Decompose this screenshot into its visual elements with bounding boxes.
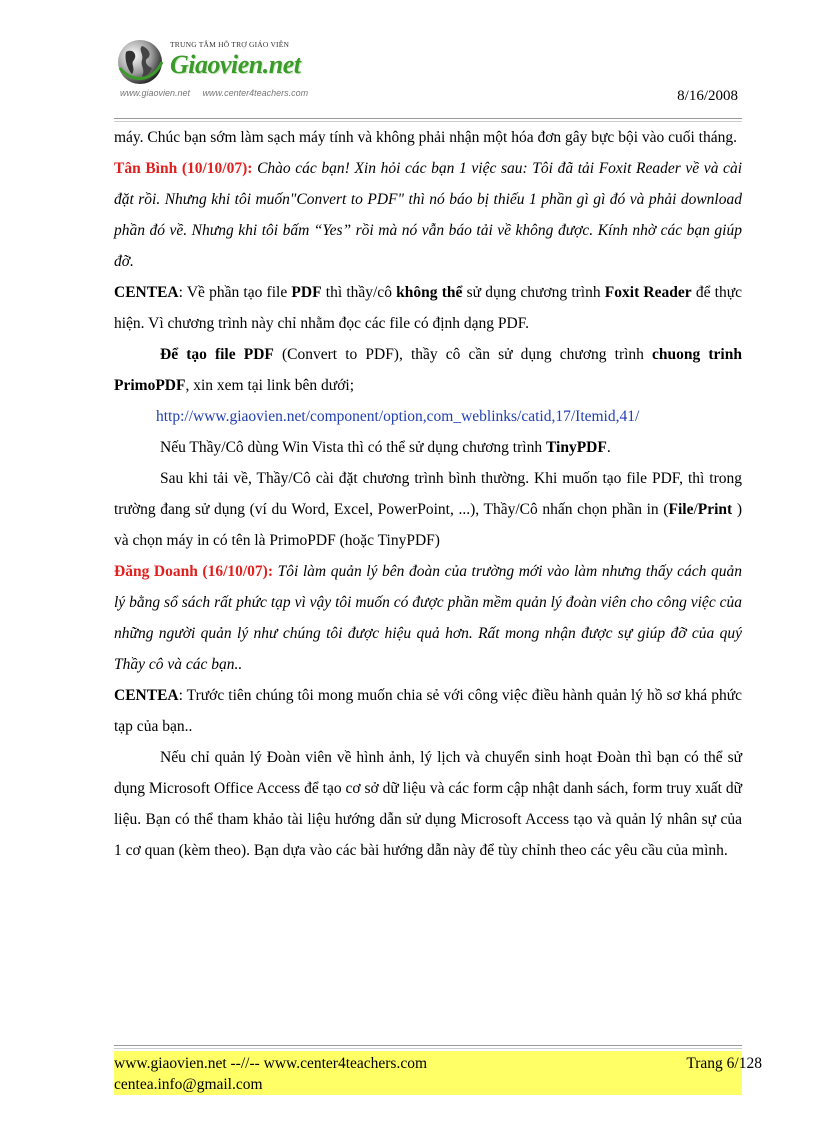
page-body [114, 122, 742, 866]
globe-icon [116, 38, 164, 86]
logo-url-giaovien: www.giaovien.net [120, 88, 191, 98]
bold-term: PDF [291, 284, 322, 301]
answer-text: . [606, 439, 611, 456]
answer-share [114, 680, 742, 742]
answer-text: Nếu Thầy/Cô dùng Win Vista thì có thể sử dụng chương trình [160, 439, 546, 456]
bold-term: File [668, 501, 694, 518]
bold-term: Để tạo file PDF [160, 346, 274, 363]
answer-author: CENTEA [114, 284, 179, 301]
question-author: Tân Bình (10/10/07): [114, 160, 253, 177]
answer-foxit [114, 277, 742, 339]
answer-text: sử dụng chương trình [462, 284, 605, 301]
answer-tinypdf [114, 432, 742, 463]
footer-divider [114, 1045, 742, 1046]
answer-text: : Trước tiên chúng tôi mong muốn chia sẻ với công việc điều hành quản lý hồ sơ khá phức tạp của bạn.. [114, 687, 742, 735]
answer-install-steps [114, 463, 742, 556]
answer-text: , xin xem tại link bên dưới; [185, 377, 355, 394]
page-header [114, 34, 742, 114]
bold-term: TinyPDF [545, 439, 607, 456]
header-divider [114, 118, 742, 119]
bold-term: không thể [396, 284, 463, 301]
answer-access: Nếu chỉ quản lý Đoàn viên về hình ảnh, lý lịch và chuyển sinh hoạt Đoàn thì bạn có thể sử dụng Microsoft Office Access để tạo cơ sở dữ liệu và các form cập nhật danh sách, form truy xuất dữ liệu. Bạn có thể tham khảo tài liệu hướng dẫn sử dụng Microsoft Access tạo và quản lý nhân sự của 1 cơ quan (kèm theo). Bạn dựa vào các bài hướng dẫn này để tùy chỉnh theo các yêu cầu của mình. [114, 749, 742, 859]
logo-brand-text: Giaovien.net [170, 50, 301, 79]
page-footer [114, 1051, 762, 1095]
bold-term: Print [697, 501, 733, 518]
answer-text: Sau khi tải về, Thầy/Cô cài đặt chương trình bình thường. Khi muốn tạo file PDF, thì trong trường đang sử dụng (ví du Word, Excel, PowerPoint, ...), Thầy/Cô nhấn chọn phần in ( [114, 470, 742, 518]
footer-email[interactable]: centea.info@gmail.com [114, 1076, 263, 1093]
question-text: Chào các bạn! Xin hỏi các bạn 1 việc sau: Tôi đã tải Foxit Reader về và cài đặt rồi. Nhưng khi tôi muốn"Convert to PDF" thì nó báo bị thiếu 1 phần gì gì đó và phải download phần đó về. Nhưng khi tôi bấm “Yes” rồi mà nó vẫn báo tải về không được. Kính nhờ các bạn giúp đỡ. [114, 160, 742, 270]
logo-tagline: TRUNG TÂM HỖ TRỢ GIÁO VIÊN [170, 40, 290, 49]
paragraph-continuation: máy. Chúc bạn sớm làm sạch máy tính và không phải nhận một hóa đơn gây bực bội vào cuối tháng. [114, 129, 737, 146]
question-text: Tôi làm quản lý bên đoàn của trường mới vào làm nhưng thấy cách quản lý bằng sổ sách rất phức tạp vì vậy tôi muốn có được phần mềm quản lý đoàn viên cho công việc của những người quản lý như chúng tôi được hiệu quả hơn. Rất mong nhận được sự giúp đỡ của quý Thầy cô và các bạn.. [114, 563, 742, 673]
answer-text: : Về phần tạo file [178, 284, 292, 301]
answer-author: CENTEA [114, 687, 179, 704]
weblinks-link[interactable]: http://www.giaovien.net/component/option,com_weblinks/catid,17/Itemid,41/ [156, 408, 640, 425]
page-number: Trang 6/128 [686, 1055, 762, 1072]
footer-websites[interactable]: www.giaovien.net --//-- www.center4teachers.com [114, 1055, 428, 1072]
answer-text: để thực hiện. Vì chương trình này chỉ nhằm đọc các file có định dạng PDF. [114, 284, 743, 332]
logo-url-center4teachers: www.center4teachers.com [202, 88, 309, 98]
answer-primopdf [114, 339, 742, 401]
question-author: Đăng Doanh (16/10/07): [114, 563, 274, 580]
giaovien-logo[interactable] [114, 34, 354, 100]
bold-term: chuong trinh PrimoPDF [114, 346, 742, 394]
logo-urls [120, 88, 308, 98]
question-tan-binh [114, 153, 742, 277]
bold-term: Foxit Reader [604, 284, 692, 301]
answer-text: thì thầy/cô [321, 284, 397, 301]
answer-text: (Convert to PDF), thầy cô cần sử dụng chương trình [273, 346, 653, 363]
footer-divider-secondary [114, 1048, 742, 1049]
question-dang-doanh [114, 556, 742, 680]
answer-text: ) và chọn máy in có tên là PrimoPDF (hoặc TinyPDF) [114, 501, 742, 549]
header-date: 8/16/2008 [677, 88, 738, 104]
answer-text: / [693, 501, 698, 518]
